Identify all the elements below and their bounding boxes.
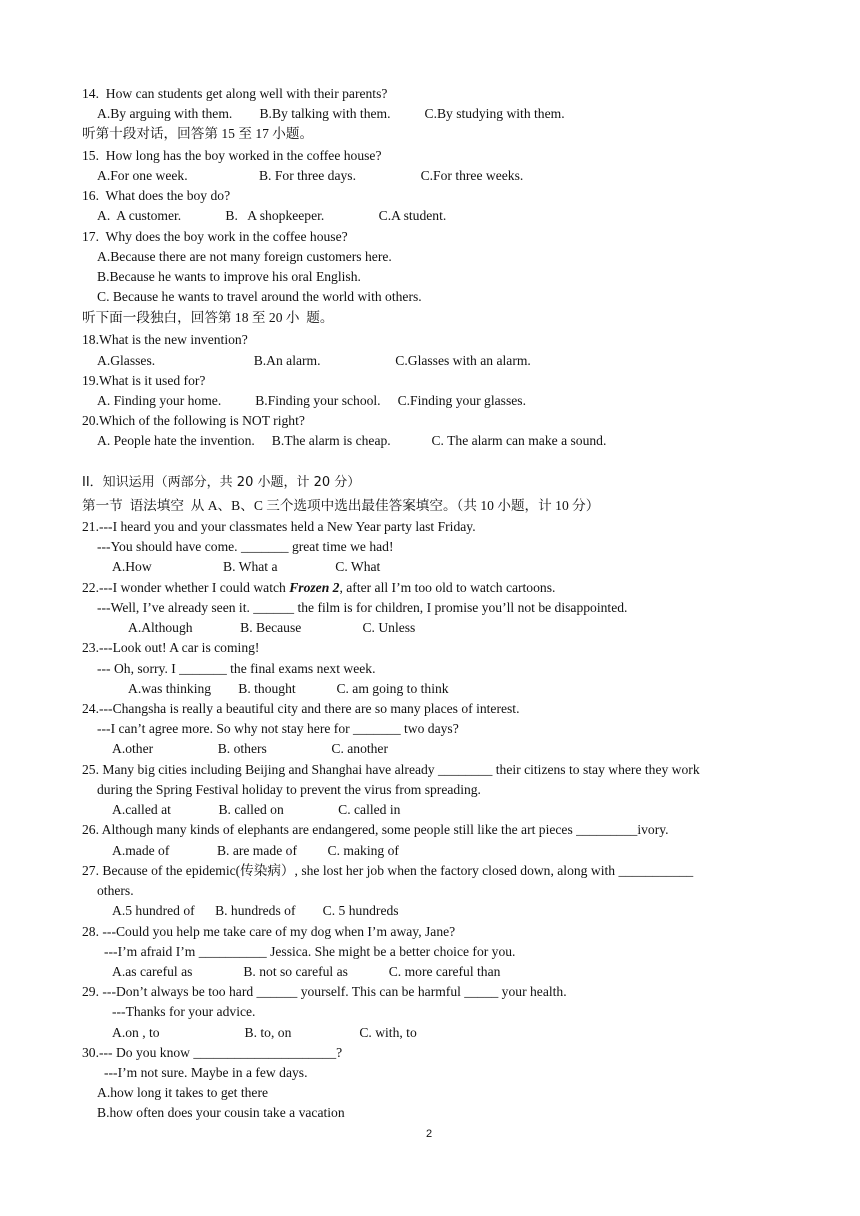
options-26: A.made of B. are made of C. making of: [112, 843, 399, 858]
question-24-reply: ---I can’t agree more. So why not stay here for _______ two days?: [97, 721, 459, 736]
question-28: 28. ---Could you help me take care of my dog when I’m away, Jane?: [82, 924, 456, 939]
question-27: 27. Because of the epidemic(传染病）, she lost her job when the factory closed down, along with ___________: [82, 863, 694, 878]
options-18: A.Glasses. B.An alarm. C.Glasses with an alarm.: [97, 353, 531, 368]
options-22: A.Although B. Because C. Unless: [128, 620, 416, 635]
question-24: 24.---Changsha is really a beautiful city and there are so many places of interest.: [82, 701, 520, 716]
question-23-reply: --- Oh, sorry. I _______ the final exams next week.: [97, 661, 376, 676]
question-23: 23.---Look out! A car is coming!: [82, 640, 260, 655]
options-29: A.on , to B. to, on C. with, to: [112, 1025, 417, 1040]
page-number: 2: [426, 1128, 433, 1140]
listening-instruction-18-20: 听下面一段独白，回答第 18 至 20 小 题。: [82, 310, 334, 325]
section-heading: II．知识运用（两部分，共 20 小题，计 20 分）: [82, 475, 361, 490]
option-17b: B.Because he wants to improve his oral English.: [97, 269, 361, 284]
section-instruction: 第一节 语法填空 从 A、B、C 三个选项中选出最佳答案填空。（共 10 小题，计 10 分）: [82, 498, 600, 513]
question-22-text-end: , after all I’m too old to watch cartoons.: [339, 580, 556, 595]
question-21: 21.---I heard you and your classmates held a New Year party last Friday.: [82, 519, 476, 534]
question-30-reply: ---I’m not sure. Maybe in a few days.: [104, 1065, 308, 1080]
options-20: A. People hate the invention. B.The alarm is cheap. C. The alarm can make a sound.: [97, 433, 607, 448]
question-22-reply: ---Well, I’ve already seen it. ______ the film is for children, I promise you’ll not be disappointed.: [97, 600, 628, 615]
question-18: 18.What is the new invention?: [82, 332, 248, 347]
option-17c: C. Because he wants to travel around the world with others.: [97, 289, 422, 304]
options-15: A.For one week. B. For three days. C.For three weeks.: [97, 168, 524, 183]
question-14: 14. How can students get along well with their parents?: [82, 86, 388, 101]
question-15: 15. How long has the boy worked in the coffee house?: [82, 148, 382, 163]
option-17a: A.Because there are not many foreign customers here.: [97, 249, 392, 264]
question-19: 19.What is it used for?: [82, 373, 206, 388]
question-16: 16. What does the boy do?: [82, 188, 231, 203]
options-25: A.called at B. called on C. called in: [112, 802, 401, 817]
question-29: 29. ---Don’t always be too hard ______ yourself. This can be harmful _____ your health.: [82, 984, 567, 999]
question-30: 30.--- Do you know _____________________?: [82, 1045, 343, 1060]
question-22-text: 22.---I wonder whether I could watch: [82, 580, 290, 595]
question-21-reply: ---You should have come. _______ great time we had!: [97, 539, 394, 554]
question-28-reply: ---I’m afraid I’m __________ Jessica. She might be a better choice for you.: [104, 944, 516, 959]
question-29-reply: ---Thanks for your advice.: [112, 1004, 256, 1019]
question-25: 25. Many big cities including Beijing and Shanghai have already ________ their citizens to stay where they work: [82, 762, 700, 777]
options-27: A.5 hundred of B. hundreds of C. 5 hundreds: [112, 903, 399, 918]
question-26: 26. Although many kinds of elephants are endangered, some people still like the art pieces _________ivory.: [82, 822, 669, 837]
option-30a: A.how long it takes to get there: [97, 1085, 269, 1100]
question-20: 20.Which of the following is NOT right?: [82, 413, 305, 428]
movie-title: Frozen 2: [289, 580, 340, 595]
options-14: A.By arguing with them. B.By talking with them. C.By studying with them.: [97, 106, 565, 121]
options-28: A.as careful as B. not so careful as C. more careful than: [112, 964, 501, 979]
options-24: A.other B. others C. another: [112, 741, 388, 756]
question-25-cont: during the Spring Festival holiday to prevent the virus from spreading.: [97, 782, 481, 797]
listening-instruction-15-17: 听第十段对话，回答第 15 至 17 小题。: [82, 126, 314, 141]
question-27-cont: others.: [97, 883, 134, 898]
options-16: A. A customer. B. A shopkeeper. C.A student.: [97, 208, 447, 223]
options-21: A.How B. What a C. What: [112, 559, 381, 574]
question-22: [82, 578, 555, 598]
options-19: A. Finding your home. B.Finding your school. C.Finding your glasses.: [97, 393, 526, 408]
question-17: 17. Why does the boy work in the coffee house?: [82, 229, 348, 244]
options-23: A.was thinking B. thought C. am going to think: [128, 681, 449, 696]
option-30b: B.how often does your cousin take a vacation: [97, 1105, 345, 1120]
